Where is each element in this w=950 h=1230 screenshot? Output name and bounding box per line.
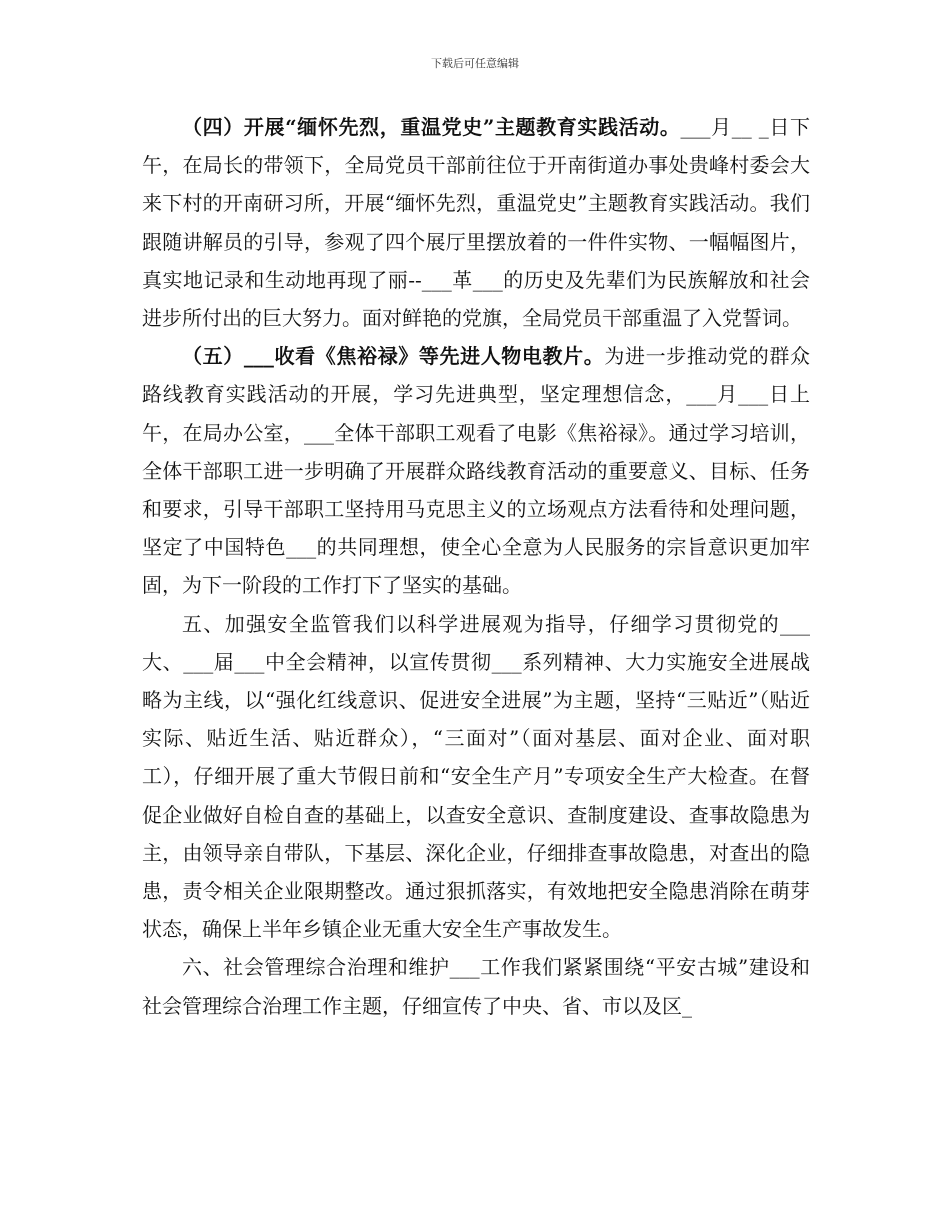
paragraph-text: 为进一步推动党的群众路线教育实践活动的开展，学习先进典型，坚定理想信念，___月___日上午，在局办公室，___全体干部职工观看了电影《焦裕禄》。通过学习培训，全体干部职工进一步明确了开展群众路线教育活动的重要意义、目标、任务和要求，引导干部职工坚持用马克思主义的立场观点方法看待和处理问题，坚定了中国特色___的共同理想，使全心全意为人民服务的宗旨意识更加牢固，为下一阶段的工作打下了坚实的基础。	[142, 344, 811, 598]
paragraph-text: 五、加强安全监管我们以科学进展观为指导，仔细学习贯彻党的___大、___届___中全会精神，以宣传贯彻___系列精神、大力实施安全进展战略为主线，以“强化红线意识、促进安全进展”为主题，坚持“三贴近”（贴近实际、贴近生活、贴近群众），“三面对”（面对基层、面对企业、面对职工），仔细开展了重大节假日前和“安全生产月”专项安全生产大检查。在督促企业做好自检自查的基础上，以查安全意识、查制度建设、查事故隐患为主，由领导亲自带队，下基层、深化企业，仔细排查事故隐患，对查出的隐患，责令相关企业限期整改。通过狠抓落实，有效地把安全隐患消除在萌芽状态，确保上半年乡镇企业无重大安全生产事故发生。	[142, 611, 810, 942]
section-safety-supervision	[142, 605, 810, 949]
section-social-management	[142, 948, 810, 1024]
paragraph-heading: （四）开展“缅怀先烈，重温党史”主题教育实践活动。	[182, 115, 681, 139]
paragraph-5	[142, 337, 810, 604]
paragraph-text: ___月__ _日下午，在局长的带领下，全局党员干部前往位于开南街道办事处贵峰村委会大来下村的开南研习所，开展“缅怀先烈，重温党史”主题教育实践活动。我们跟随讲解员的引导，参观了四个展厅里摆放着的一件件实物、一幅幅图片，真实地记录和生动地再现了丽--___革___的历史及先辈们为民族解放和社会进步所付出的巨大努力。面对鲜艳的党旗，全局党员干部重温了入党誓词。	[142, 115, 810, 331]
page-header: 下载后可任意编辑	[431, 57, 519, 70]
paragraph-text: 六、社会管理综合治理和维护___工作我们紧紧围绕“平安古城”建设和社会管理综合治理工作主题，仔细宣传了中央、省、市以及区_	[142, 955, 810, 1018]
paragraph-4	[142, 108, 810, 337]
document-body	[142, 108, 810, 1025]
paragraph-heading: （五）___收看《焦裕禄》等先进人物电教片。	[182, 344, 605, 369]
